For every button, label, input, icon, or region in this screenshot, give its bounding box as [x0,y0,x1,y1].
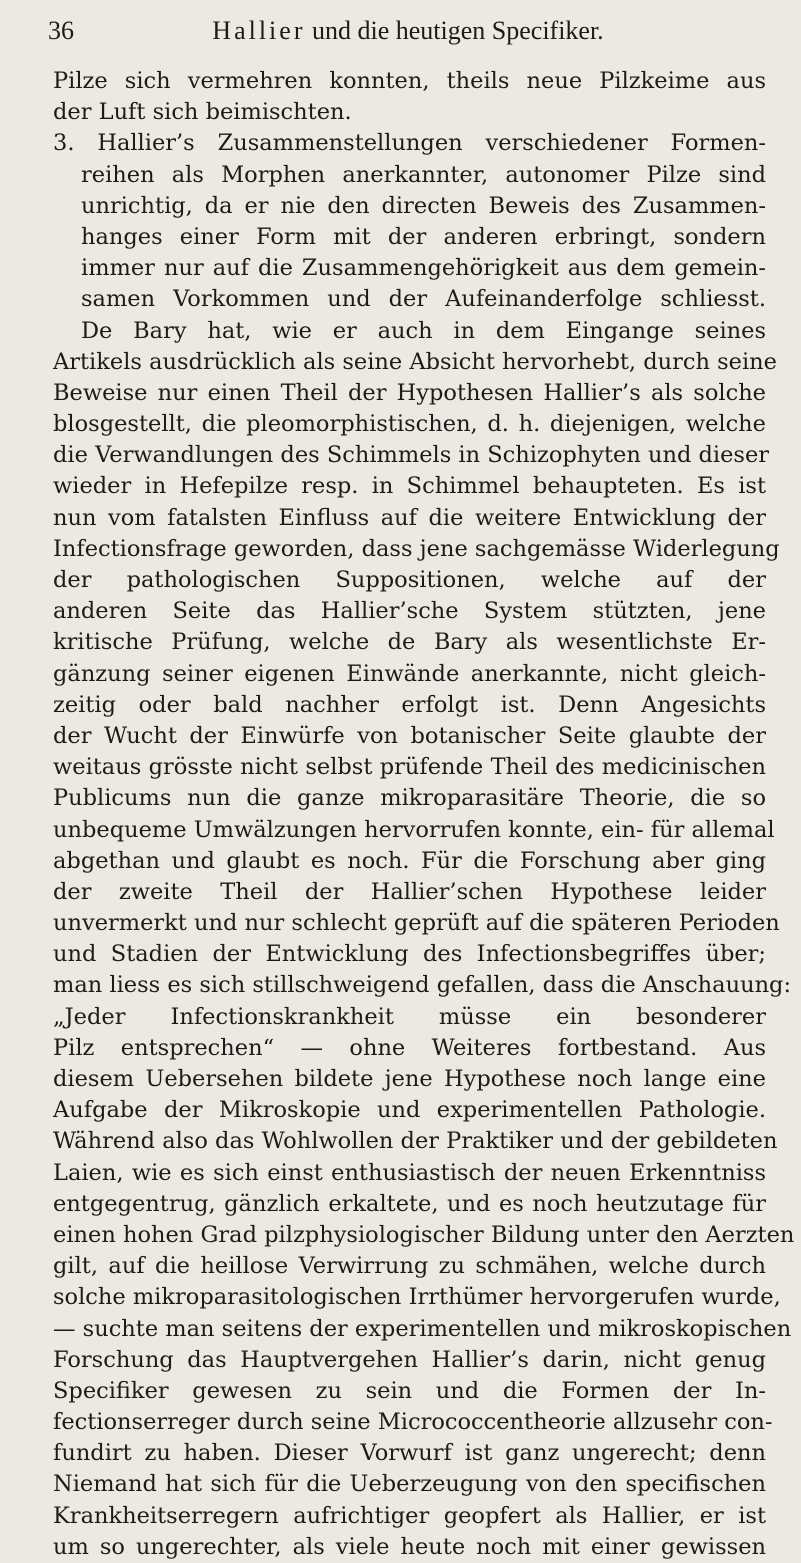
text-line: fectionserreger durch seine Micrococcentheorie allzusehr con- [53,1409,773,1436]
text-line: einen hohen Grad pilzphysiologischer Bildung unter den Aerzten [53,1221,795,1248]
text-line: Publicums nun die ganze mikroparasitäre Theorie, die so [53,785,766,812]
text-line: „Jeder Infectionskrankheit müsse ein besonderer [53,1003,766,1030]
text-line: fundirt zu haben. Dieser Vorwurf ist ganz ungerecht; denn [53,1440,766,1467]
text-line: abgethan und glaubt es noch. Für die Forschung aber ging [53,847,766,874]
text-line: hanges einer Form mit der anderen erbringt, sondern [81,223,766,250]
body-text [53,66,795,1563]
text-line: unbequeme Umwälzungen hervorrufen konnte, ein- für allemal [53,816,775,843]
text-line: man liess es sich stillschweigend gefallen, dass die Anschauung: [53,972,792,999]
text-line: Aufgabe der Mikroskopie und experimentellen Pathologie. [53,1097,766,1124]
text-line: gänzung seiner eigenen Einwände anerkannte, nicht gleich- [53,660,766,687]
text-line: der zweite Theil der Hallier’schen Hypothese leider [53,878,766,905]
text-line: Artikels ausdrücklich als seine Absicht hervorhebt, durch seine [53,348,777,375]
text-line: blosgestellt, die pleomorphistischen, d. h. diejenigen, welche [53,411,766,438]
text-line: Krankheitserregern aufrichtiger geopfert als Hallier, er ist [53,1502,766,1529]
text-line: solche mikroparasitologischen Irrthümer hervorgerufen wurde, [53,1284,781,1311]
text-line: die Verwandlungen des Schimmels in Schizophyten und dieser [53,442,770,469]
text-line: unvermerkt und nur schlecht geprüft auf die späteren Perioden [53,910,780,937]
text-line: Niemand hat sich für die Ueberzeugung von den specifischen [53,1471,766,1498]
text-line: der pathologischen Suppositionen, welche auf der [53,567,766,593]
text-line: und Stadien der Entwicklung des Infectionsbegriffes über; [53,941,766,968]
text-line: reihen als Morphen anerkannter, autonomer Pilze sind [81,161,766,188]
text-line: Forschung das Hauptvergehen Hallier’s darin, nicht genug [53,1346,766,1373]
text-line: Pilze sich vermehren konnten, theils neue Pilzkeime aus [53,68,766,94]
running-title-author: Hallier [212,16,306,45]
text-line: gilt, auf die heillose Verwirrung zu schmähen, welche durch [53,1253,766,1280]
text-line: Während also das Wohlwollen der Praktiker und der gebildeten [53,1128,778,1155]
text-line: samen Vorkommen und der Aufeinanderfolge schliesst. [81,286,766,313]
text-line: um so ungerechter, als viele heute noch mit einer gewissen [53,1533,766,1560]
text-line: immer nur auf die Zusammengehörigkeit aus dem gemein- [81,255,766,282]
text-line: anderen Seite das Hallier’sche System stützten, jene [53,598,766,625]
text-line: Laien, wie es sich einst enthusiastisch der neuen Erkenntniss [53,1159,766,1186]
text-line: diesem Uebersehen bildete jene Hypothese noch lange eine [53,1066,766,1092]
running-header [48,16,768,48]
text-line: Specifiker gewesen zu sein und die Formen der In- [53,1377,766,1404]
text-line: der Wucht der Einwürfe von botanischer Seite glaubte der [53,722,766,749]
text-line: zeitig oder bald nachher erfolgt ist. Denn Angesichts [53,691,766,718]
text-line: der Luft sich beimischten. [53,99,352,126]
running-title [118,16,768,46]
text-line: Infectionsfrage geworden, dass jene sachgemässe Widerlegung [53,535,780,562]
text-line: nun vom fatalsten Einfluss auf die weitere Entwicklung der [53,504,766,531]
text-line: Pilz entsprechen“ — ohne Weiteres fortbestand. Aus [53,1034,766,1061]
text-line: — suchte man seitens der experimentellen und mikroskopischen [53,1315,792,1342]
text-line: 3. Hallier’s Zusammenstellungen verschiedener Formen- [53,130,766,157]
page-number: 36 [48,16,74,45]
text-line: Beweise nur einen Theil der Hypothesen Hallier’s als solche [53,379,766,406]
text-line: De Bary hat, wie er auch in dem Eingange seines [81,317,766,344]
text-line: kritische Prüfung, welche de Bary als wesentlichste Er- [53,629,766,656]
text-line: unrichtig, da er nie den directen Beweis des Zusammen- [81,192,766,219]
text-line: weitaus grösste nicht selbst prüfende Theil des medicinischen [53,754,766,781]
running-title-rest: und die heutigen Specifiker. [311,16,604,45]
text-line: wieder in Hefepilze resp. in Schimmel behaupteten. Es ist [53,473,766,500]
text-line: entgegentrug, gänzlich erkaltete, und es noch heutzutage für [53,1190,766,1217]
